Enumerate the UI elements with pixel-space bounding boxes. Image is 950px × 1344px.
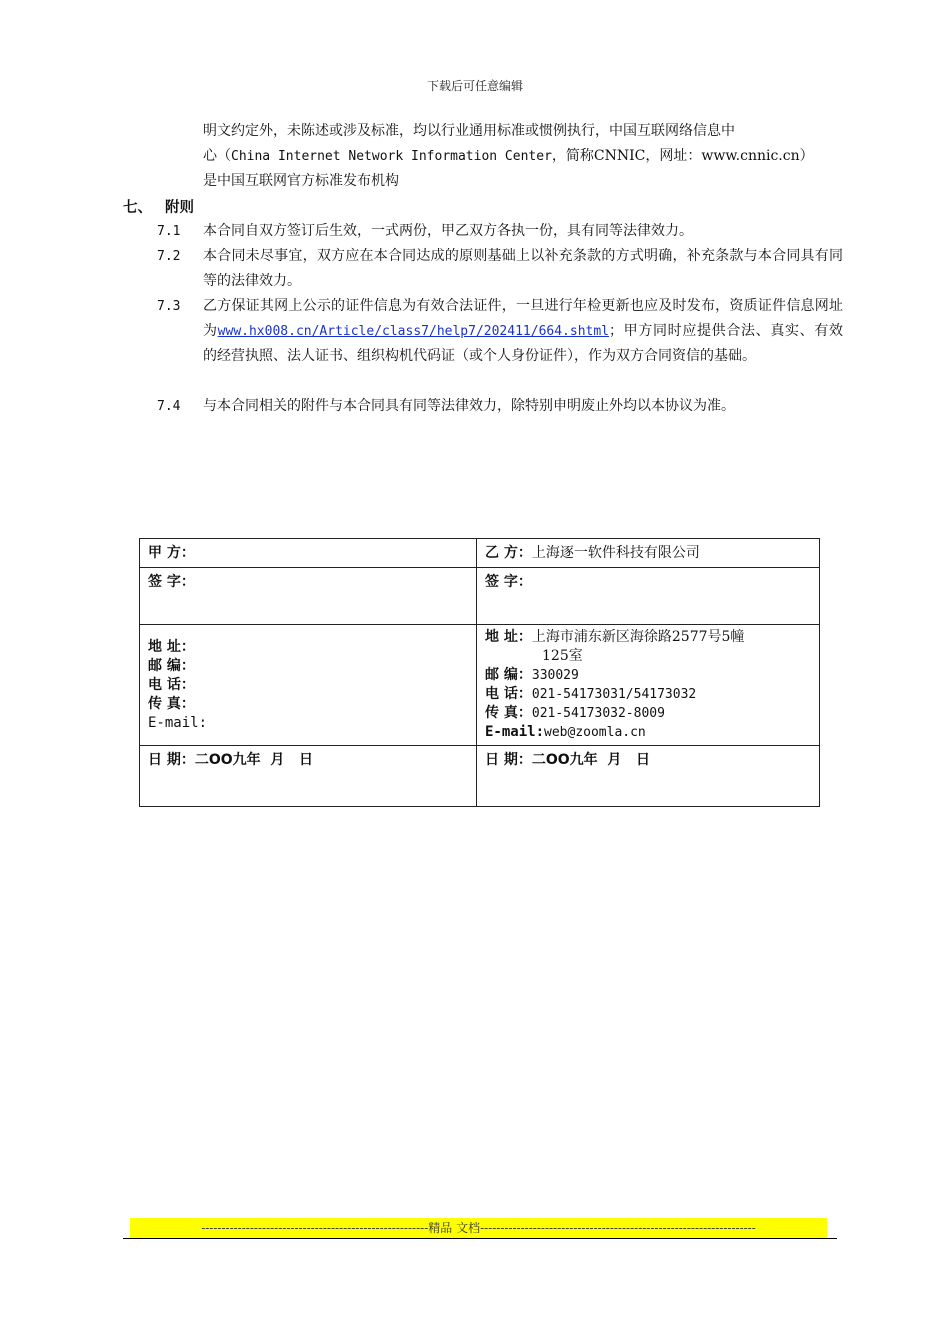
section-heading (123, 196, 194, 217)
party-b-contact-cell (477, 625, 820, 746)
credential-link[interactable]: www.hx008.cn/Article/class7/help7/202411/664.shtml (217, 324, 610, 339)
clause-text: 本合同自双方签订后生效，一式两份，甲乙双方各执一份，具有同等法律效力。 (203, 223, 693, 239)
b-fax (485, 704, 811, 723)
section-number: 七、 (123, 199, 152, 216)
date-a: 日 期：二OO九年 月 日 (148, 752, 314, 768)
b-address-line-1: 上海市浦东新区海徐路2577号5幢 (531, 629, 745, 645)
a-address-label: 地 址： (148, 638, 195, 655)
party-a-contact-cell (140, 625, 477, 746)
intro-line-2-post: ，简称CNNIC，网址：www.cnnic.cn） (551, 148, 814, 164)
b-fax-label: 传 真： (485, 705, 532, 721)
b-address-line-2: 125室 (542, 648, 583, 664)
clause-text-post: ；甲方同时应提供合法、真实、有效的经营执照、法人证书、组织构机代码证（或个人身份证件），作为双方合同资信的基础。 (203, 323, 844, 364)
clause-number: 7.2 (157, 249, 181, 264)
intro-line-2-pre: 心（ (203, 148, 231, 164)
b-phone-value: 021-54173031/54173032 (531, 687, 697, 702)
table-row (140, 746, 820, 807)
clause-number: 7.4 (157, 399, 181, 414)
clause-number: 7.1 (157, 224, 181, 239)
table-row (140, 625, 820, 746)
date-a-cell (140, 746, 477, 807)
party-a-label: 甲 方： (148, 545, 195, 561)
b-email-value: web@zoomla.cn (544, 725, 646, 740)
table-row (140, 539, 820, 568)
b-zip-value: 330029 (531, 668, 579, 683)
party-b-cell (477, 539, 820, 568)
intro-line-2-en: China Internet Network Information Center (231, 149, 552, 164)
b-address-label: 地 址： (485, 629, 532, 645)
page-header: 下载后可任意编辑 (426, 79, 523, 93)
date-b-cell (477, 746, 820, 807)
clause-text (203, 294, 843, 369)
table-row (140, 568, 820, 625)
date-b: 日 期：二OO九年 月 日 (485, 752, 651, 768)
sign-a-cell (140, 568, 477, 625)
b-fax-value: 021-54173032-8009 (531, 706, 665, 721)
clause-number: 7.3 (157, 299, 181, 314)
clause-text-pre: 乙方保证其网上公示的证件信息为有效合法证件，一旦进行年检更新也应及时发布，资质证件信息网址为 (203, 298, 843, 339)
clause-text: 本合同未尽事宜，双方应在本合同达成的原则基础上以补充条款的方式明确，补充条款与本合同具有同等的法律效力。 (203, 248, 843, 289)
sign-a-label: 签 字： (148, 574, 195, 590)
sign-b-cell (477, 568, 820, 625)
party-b-label: 乙 方： (485, 545, 532, 561)
party-a-cell (140, 539, 477, 568)
intro-line-1: 明文约定外，未陈述或涉及标准，均以行业通用标准或惯例执行，中国互联网络信息中 (203, 123, 735, 139)
b-phone-label: 电 话： (485, 686, 532, 702)
party-b-name: 上海逐一软件科技有限公司 (531, 545, 700, 561)
b-email-label: E-mail: (485, 724, 545, 740)
intro-paragraph (203, 119, 843, 194)
sign-b-label: 签 字： (485, 574, 532, 590)
a-fax-label: 传 真： (148, 695, 195, 712)
a-email-label: E-mail: (148, 714, 208, 731)
section-title: 附则 (165, 199, 194, 216)
intro-line-2 (203, 144, 843, 169)
b-zip (485, 666, 811, 685)
b-zip-label: 邮 编： (485, 667, 532, 683)
a-phone-label: 电 话： (148, 676, 195, 693)
b-address (485, 628, 811, 647)
intro-line-3: 是中国互联网官方标准发布机构 (203, 173, 399, 189)
footer-banner: --------------------------------------------------------精品 文档-------------------------------------------------------------------- (130, 1218, 827, 1238)
b-phone (485, 685, 811, 704)
signature-table (139, 538, 820, 807)
footer-rule (123, 1238, 837, 1239)
b-email (485, 723, 811, 742)
a-zip-label: 邮 编： (148, 657, 195, 674)
clause-text: 与本合同相关的附件与本合同具有同等法律效力，除特别申明废止外均以本协议为准。 (203, 398, 735, 414)
